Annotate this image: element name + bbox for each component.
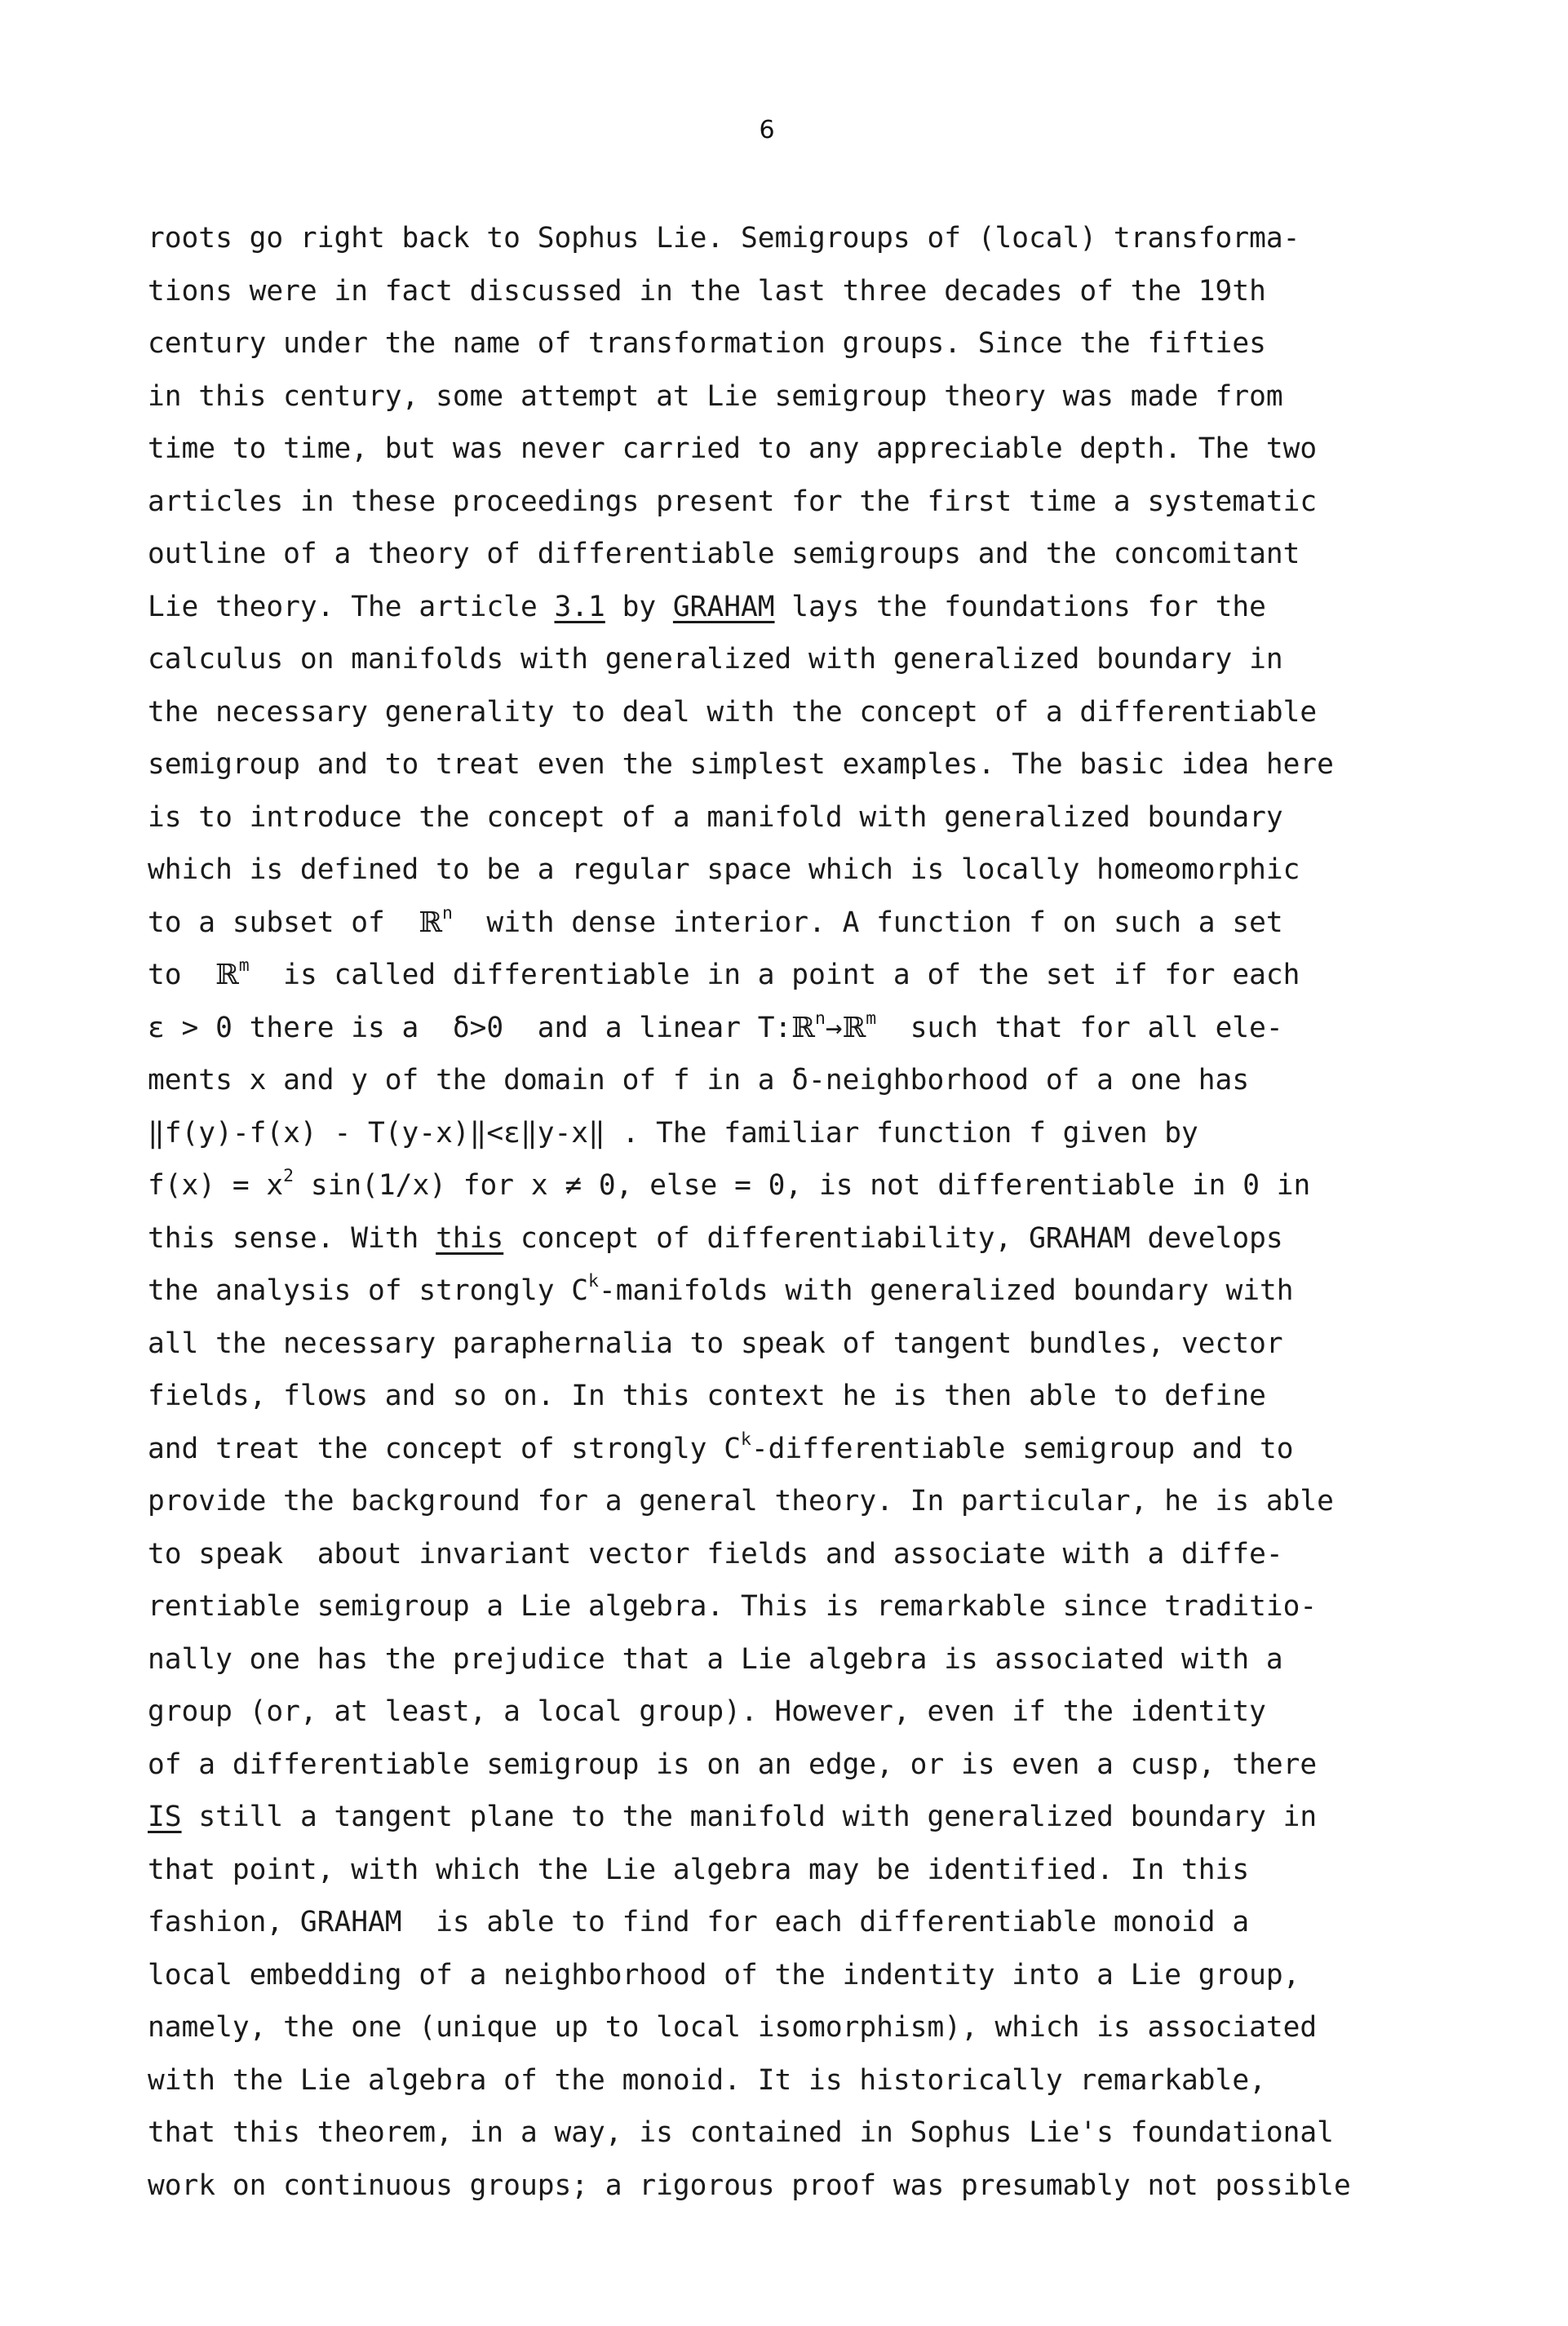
text-line [148,2054,1486,2107]
text-segment: that point, with which the Lie algebra may be identified. In this [148,1853,1250,1886]
text-line [148,1423,1486,1476]
text-segment: ε > 0 there is a δ>0 and a linear T: [148,1011,792,1044]
text-line [148,1739,1486,1792]
text-line [148,1475,1486,1528]
text-line [148,581,1486,634]
text-line [148,2001,1486,2054]
text-line [148,1949,1486,2002]
text-segment: rentiable semigroup a Lie algebra. This is remarkable since traditio- [148,1590,1318,1623]
text-line [148,1265,1486,1318]
text-segment: ℝ [791,1011,815,1044]
text-segment: ‖f(y)-f(x) - T(y-x)‖<ε‖y-x‖ . The familiar function f given by [148,1116,1198,1150]
text-segment: outline of a theory of differentiable semigroups and the concomitant [148,538,1300,570]
text-segment: is called differentiable in a point a of the set if for each [249,959,1300,991]
text-line [148,844,1486,897]
text-segment: the analysis of strongly C [148,1274,589,1307]
text-segment: time to time, but was never carried to any appreciable depth. The two [148,432,1318,465]
text-segment: ℝ [419,906,443,939]
text-line [148,1318,1486,1371]
text-segment: work on continuous groups; a rigorous proof was presumably not possible [148,2169,1351,2202]
text-segment: with the Lie algebra of the monoid. It is historically remarkable, [148,2063,1266,2097]
text-segment: still a tangent plane to the manifold with generalized boundary in [181,1801,1318,1833]
text-segment: calculus on manifolds with generalized with generalized boundary in [148,643,1283,676]
text-line [148,2107,1486,2160]
underlined-text: IS [148,1801,182,1833]
text-segment: to [148,959,216,991]
text-segment: -differentiable semigroup and to [751,1432,1294,1465]
text-line [148,1370,1486,1423]
text-line [148,949,1486,1002]
text-line [148,423,1486,476]
body-text [148,212,1486,2212]
text-segment: → [825,1011,843,1044]
underlined-text: 3.1 [554,590,605,623]
text-segment: that this theorem, in a way, is contained in Sophus Lie's foundational [148,2116,1334,2149]
text-segment: fashion, GRAHAM is able to find for each differentiable monoid a [148,1906,1250,1938]
text-line [148,370,1486,423]
underlined-text: this [436,1221,504,1255]
text-segment: and treat the concept of strongly C [148,1432,741,1465]
text-segment: provide the background for a general theory. In particular, he is able [148,1485,1334,1517]
superscript: n [442,902,453,924]
text-segment: group (or, at least, a local group). However, even if the identity [148,1695,1266,1728]
text-line [148,212,1486,265]
text-segment: the necessary generality to deal with the concept of a differentiable [148,695,1318,729]
text-line [148,1844,1486,1897]
text-segment: namely, the one (unique up to local isomorphism), which is associated [148,2011,1318,2044]
underlined-text: GRAHAM [672,590,775,623]
text-line [148,738,1486,791]
text-segment: fields, flows and so on. In this context he is then able to define [148,1380,1266,1412]
text-segment: concept of differentiability, GRAHAM develops [503,1221,1283,1255]
text-segment: in this century, some attempt at Lie semigroup theory was made from [148,379,1283,413]
superscript: n [814,1008,826,1029]
text-segment: ments x and y of the domain of f in a δ-neighborhood of a one has [148,1064,1250,1097]
text-line [148,897,1486,950]
text-segment: semigroup and to treat even the simplest examples. The basic idea here [148,748,1334,781]
text-segment: of a differentiable semigroup is on an edge, or is even a cusp, there [148,1748,1318,1781]
superscript: 2 [283,1165,295,1186]
text-line [148,1580,1486,1633]
text-segment: all the necessary paraphernalia to speak of tangent bundles, vector [148,1327,1283,1360]
text-line [148,1528,1486,1581]
text-segment: ℝ [842,1011,866,1044]
text-segment: such that for all ele- [876,1011,1283,1044]
text-line [148,1107,1486,1160]
text-line [148,1002,1486,1055]
text-line [148,791,1486,844]
text-segment: articles in these proceedings present for the first time a systematic [148,485,1318,518]
text-segment: nally one has the prejudice that a Lie algebra is associated with a [148,1642,1283,1676]
text-segment: lays the foundations for the [774,590,1266,623]
text-segment: is to introduce the concept of a manifold with generalized boundary [148,800,1283,834]
text-line [148,686,1486,739]
text-line [148,1212,1486,1265]
text-line [148,2160,1486,2213]
text-line [148,633,1486,686]
superscript: m [866,1008,877,1029]
text-line [148,476,1486,529]
text-segment: tions were in fact discussed in the last three decades of the 19th [148,274,1266,308]
text-segment: sin(1/x) for x ≠ 0, else = 0, is not differentiable in 0 in [294,1169,1311,1202]
text-segment: century under the name of transformation groups. Since the fifties [148,327,1266,360]
text-line [148,528,1486,581]
text-segment: f(x) = x [148,1169,284,1202]
text-segment: this sense. With [148,1221,436,1255]
text-line [148,1633,1486,1686]
text-line [148,1791,1486,1844]
text-segment: by [605,590,673,623]
text-segment: to speak about invariant vector fields and associate with a diffe- [148,1537,1283,1571]
page-number: 6 [759,116,775,144]
text-segment: local embedding of a neighborhood of the indentity into a Lie group, [148,1958,1300,1991]
superscript: m [238,955,250,976]
text-line [148,1896,1486,1949]
text-line [148,265,1486,318]
text-segment: roots go right back to Sophus Lie. Semigroups of (local) transforma- [148,222,1300,255]
superscript: k [740,1429,751,1450]
text-segment: to a subset of [148,906,419,939]
text-segment: with dense interior. A function f on such a set [452,906,1283,939]
text-segment: -manifolds with generalized boundary with [598,1274,1294,1307]
text-segment: ℝ [215,959,239,991]
text-segment: which is defined to be a regular space which is locally homeomorphic [148,853,1300,886]
text-line [148,317,1486,370]
text-segment: Lie theory. The article [148,590,555,623]
text-line [148,1054,1486,1107]
superscript: k [588,1270,599,1291]
text-line [148,1686,1486,1739]
text-line [148,1159,1486,1212]
